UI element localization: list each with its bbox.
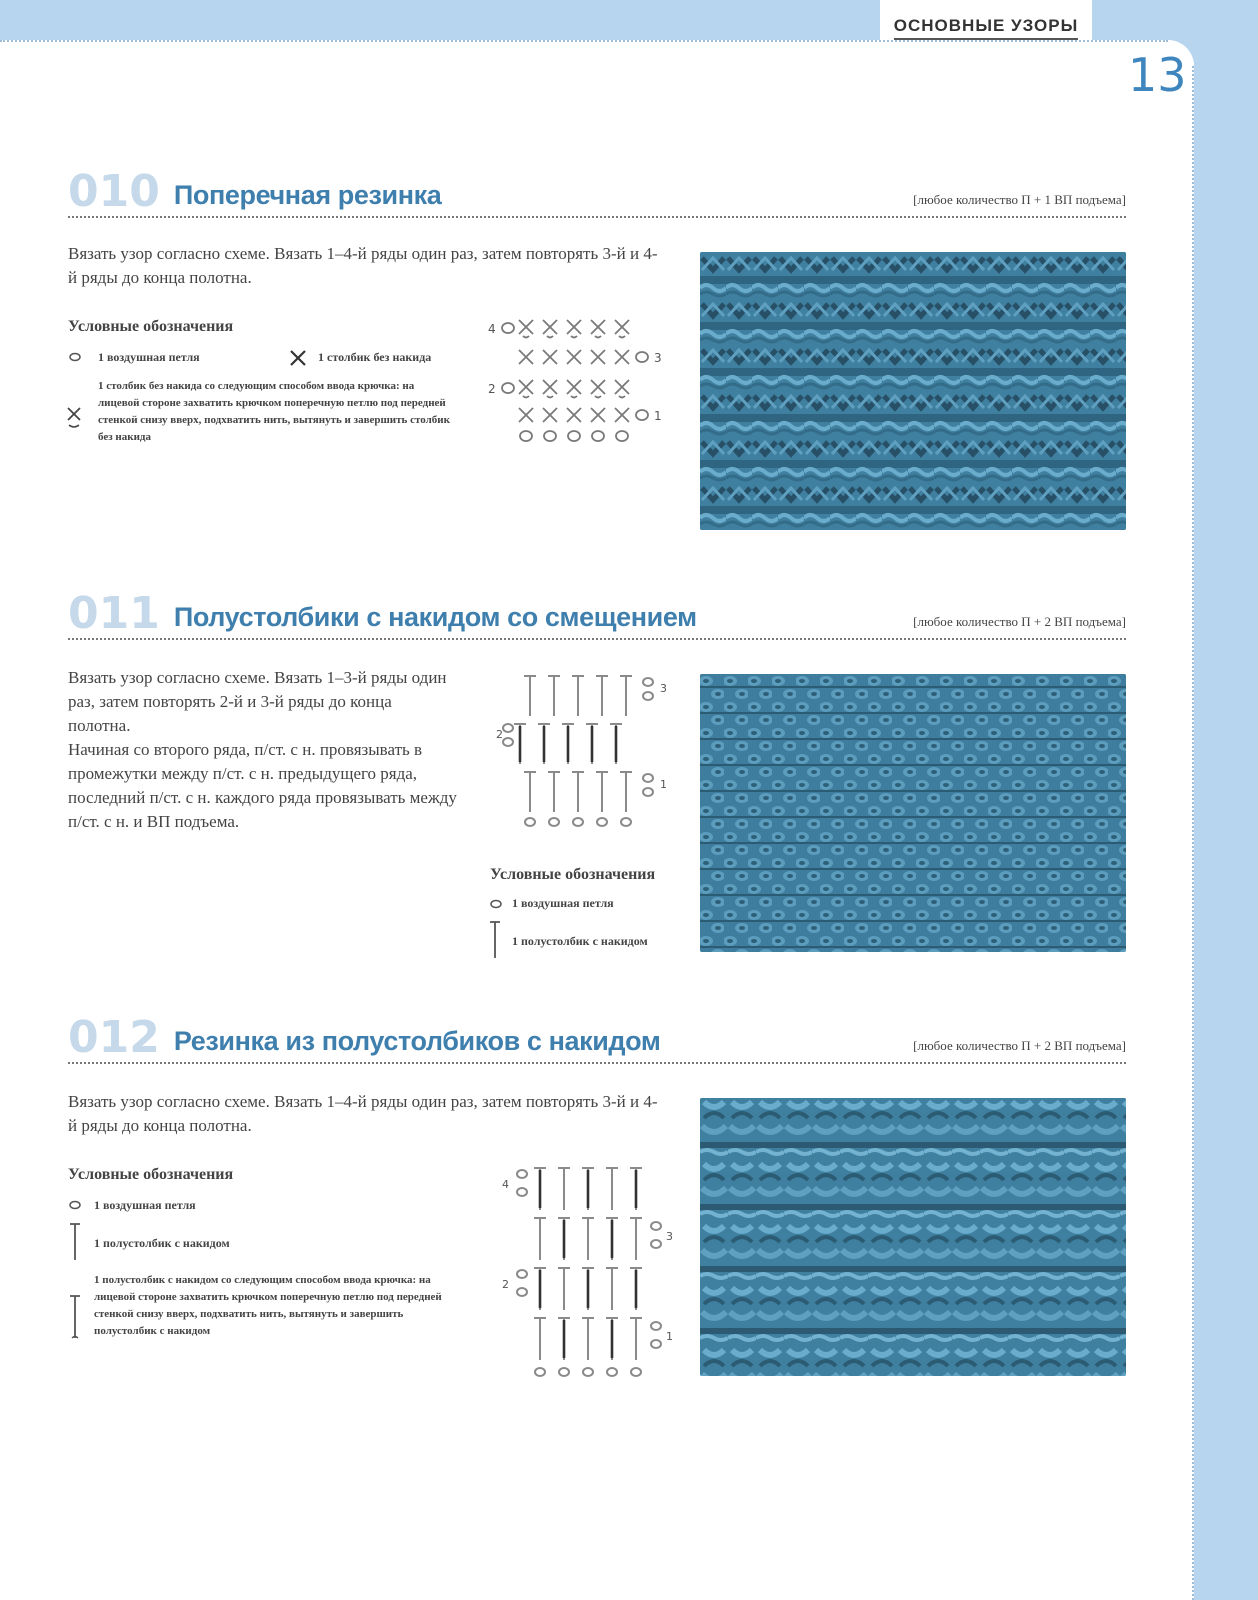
pattern-number: 012 [68, 1012, 160, 1063]
legend-item-label: 1 столбик без накида со следующим способом ввода крючка: на лицевой стороне захватить крючком поперечную петлю под передней стенкой снизу вверх, подхватить нить, вытянуть и завершить столбик без накида [98, 380, 450, 443]
row-label: 4 [488, 322, 496, 336]
pattern-number: 010 [68, 166, 160, 217]
row-label: 1 [666, 1330, 673, 1343]
legend-item-label: 1 полустолбик с накидом [512, 934, 648, 948]
half-double-crochet-front-loop-icon [68, 1294, 82, 1340]
pattern-section-010 [68, 166, 1126, 218]
pattern-section-011 [68, 588, 1126, 640]
row-label: 2 [496, 728, 503, 741]
legend-item-label: 1 воздушная петля [98, 350, 200, 364]
chain-stitch-icon [68, 350, 82, 364]
knit-sample-photo-010 [700, 252, 1126, 530]
legend-title: Условные обозначения [68, 1166, 234, 1183]
stitch-count-note: [любое количество П + 1 ВП подъема] [913, 192, 1126, 207]
pattern-title: Резинка из полустолбиков с накидом [173, 1026, 661, 1056]
crochet-chart-011 [496, 670, 676, 830]
legend-item-label: 1 полустолбик с накидом [94, 1236, 230, 1250]
pattern-description: Вязать узор согласно схеме. Вязать 1–4-й ряды один раз, затем повторять 3-й и 4-й ряды до конца полотна. [68, 244, 658, 287]
section-header [68, 166, 1126, 218]
page-number: 13 [1128, 48, 1187, 102]
row-label: 1 [654, 409, 662, 423]
section-tab-label: ОСНОВНЫЕ УЗОРЫ [894, 16, 1078, 40]
chain-stitch-icon [68, 1199, 82, 1211]
stitch-count-note: [любое количество П + 2 ВП подъема] [913, 1038, 1126, 1053]
legend-item-label: 1 столбик без накида [318, 350, 432, 364]
section-header [68, 1012, 1126, 1064]
section-header [68, 588, 1126, 640]
crochet-chart-010 [486, 314, 666, 446]
row-label: 3 [660, 682, 667, 695]
description-text: Вязать узор согласно схеме. Вязать 1–3-й ряды один раз, затем повторять 2-й и 3-й ряды до конца полотна. [68, 668, 447, 735]
legend-item-label: 1 воздушная петля [94, 1198, 196, 1212]
pattern-number: 011 [68, 588, 160, 639]
pattern-description [68, 666, 458, 834]
row-label: 1 [660, 778, 667, 791]
knit-sample-photo-012 [700, 1098, 1126, 1376]
row-label: 2 [488, 382, 496, 396]
legend-item-label: 1 воздушная петля [512, 896, 614, 910]
row-label: 2 [502, 1278, 509, 1291]
crochet-chart-012 [500, 1162, 676, 1382]
half-double-crochet-icon [488, 920, 502, 960]
description-text-2: Начиная со второго ряда, п/ст. с н. провязывать в промежутки между п/ст. с н. предыдущего ряда, последний п/ст. с н. каждого ряда провязывать между п/ст. с н. и ВП подъема. [68, 740, 457, 831]
knit-sample-photo-011 [700, 674, 1126, 952]
half-double-crochet-icon [68, 1222, 82, 1262]
pattern-title: Полустолбики с накидом со смещением [173, 602, 697, 632]
legend-title: Условные обозначения [490, 866, 656, 883]
pattern-section-012 [68, 1012, 1126, 1064]
row-label: 3 [666, 1230, 673, 1243]
row-label: 4 [502, 1178, 509, 1191]
stitch-count-note: [любое количество П + 2 ВП подъема] [913, 614, 1126, 629]
legend-item-label: 1 полустолбик с накидом со следующим способом ввода крючка: на лицевой стороне захватить крючком поперечную петлю под передней стенкой снизу вверх, подхватить нить, вытянуть и завершить полустолбик с накидом [94, 1274, 442, 1337]
chain-stitch-icon [489, 898, 503, 910]
single-crochet-icon [288, 348, 308, 368]
row-label: 3 [654, 351, 662, 365]
pattern-title: Поперечная резинка [173, 180, 442, 210]
single-crochet-front-loop-icon [66, 406, 82, 430]
legend-title: Условные обозначения [68, 318, 234, 335]
pattern-description: Вязать узор согласно схеме. Вязать 1–4-й ряды один раз, затем повторять 3-й и 4-й ряды до конца полотна. [68, 1092, 658, 1135]
